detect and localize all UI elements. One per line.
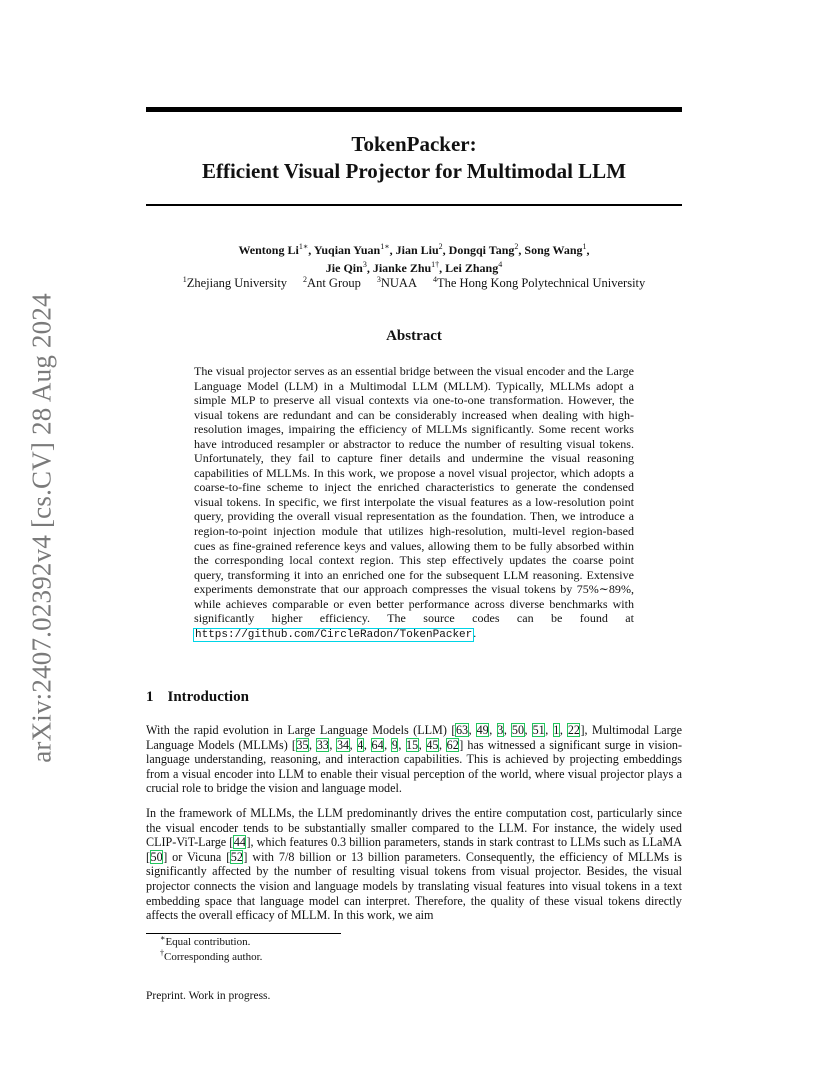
citation-link[interactable]: 52 — [230, 849, 243, 864]
body-text: ], which features 0.3 billion parameters, stands in stark contrast to LLMs such as LLaMA [ — [146, 835, 682, 864]
footnote-rule — [146, 933, 341, 934]
author-name: Wentong Li — [238, 243, 299, 257]
citation-link[interactable]: 50 — [511, 723, 525, 737]
citation-link[interactable]: 1 — [553, 723, 560, 737]
abstract-body — [194, 364, 634, 642]
title-line-2: Efficient Visual Projector for Multimodal LLM — [201, 159, 627, 183]
affiliation-mark: 1∗ — [298, 242, 309, 251]
body-text: ], Multimodal Large Language Models (MLLMs) [ — [146, 723, 682, 752]
body-text: , — [438, 737, 447, 752]
body-text: ] or Vicuna [ — [163, 849, 231, 864]
body-text: , — [398, 737, 406, 752]
affiliation-name: The Hong Kong Polytechnical University — [436, 276, 646, 290]
author-list — [146, 241, 682, 277]
body-text: , — [503, 723, 512, 737]
affiliation-item — [303, 276, 361, 290]
body-text: , — [489, 723, 497, 737]
body-text: , — [309, 737, 317, 752]
citation-link[interactable]: 22 — [567, 723, 580, 737]
footnote-equal-contribution — [160, 935, 250, 949]
affiliation-mark: 3 — [376, 274, 381, 284]
affiliation-name: Zhejiang University — [186, 276, 288, 290]
body-text: , — [468, 723, 477, 737]
section-heading-introduction — [146, 689, 249, 706]
author-name: Yuqian Yuan — [313, 243, 381, 257]
code-url-link[interactable]: https://github.com/CircleRadon/TokenPacker — [195, 628, 473, 641]
affiliation-mark: 1 — [182, 274, 187, 284]
body-text: , — [418, 737, 426, 752]
footnote-text: Corresponding author. — [164, 951, 263, 963]
affiliation-mark: 1† — [431, 260, 440, 269]
abstract-heading: Abstract — [386, 328, 442, 344]
author-name: Lei Zhang — [445, 261, 499, 275]
citation-link[interactable]: 34 — [336, 737, 350, 752]
affiliation-mark: 3 — [362, 260, 367, 269]
affiliation-mark: 4 — [498, 260, 503, 269]
citation-link[interactable]: 51 — [532, 723, 545, 737]
abstract-end: . — [473, 625, 477, 640]
title-rule-bottom — [146, 204, 682, 206]
body-text: ] with 7/8 billion or 13 billion parameters. Consequently, the efficiency of MLLMs is significantly affected by the number of resulting visual tokens from visual projector. Besides, the visual projector connects the vision and language models by translating visual features into visual tokens in a text embedding space that language model can interpret. Therefore, the quality of these visual tokens directly affects the overall efficacy of MLLM. In this work, we aim — [146, 849, 682, 923]
body-text: , — [349, 737, 357, 752]
citation-link[interactable]: 33 — [316, 737, 329, 752]
footnote-corresponding-author — [160, 950, 262, 964]
body-text: , — [329, 737, 337, 752]
citation-link[interactable]: 9 — [391, 737, 398, 752]
section-title: Introduction — [167, 689, 249, 705]
author-name: Jian Liu — [395, 243, 439, 257]
author-name: Song Wang — [524, 243, 583, 257]
citation-link[interactable]: 62 — [446, 737, 459, 752]
citation-link[interactable]: 4 — [357, 737, 364, 752]
author-name: Dongqi Tang — [448, 243, 515, 257]
affiliation-mark: 1 — [582, 242, 587, 251]
affiliation-mark: 2 — [514, 242, 519, 251]
title-rule-top — [146, 107, 682, 112]
author-line-1: Wentong $Li^{1∗}$, Yuqian Yuan$^{1∗}$, Jian Liu$^2$, Dongqi Tang$^2$, Song Wang$^1$, — [238, 242, 590, 257]
affiliation-mark: 2 — [438, 242, 443, 251]
intro-paragraph-2 — [146, 806, 682, 923]
body-text: ] has witnessed a significant surge in vision-language understanding, reasoning, and interaction capabilities. This is achieved by projecting embeddings from a visual encoder into LLM to enable their visual perception of the world, where visual projector plays a crucial role to bridge the vision and language model. — [146, 737, 683, 796]
author-name: Jianke Zhu — [372, 261, 432, 275]
intro-paragraph-1 — [146, 723, 682, 796]
affiliation-mark: 1∗ — [380, 242, 390, 251]
affiliation-item — [377, 276, 417, 290]
author-line-2: Jie Qin$^3$, Jianke Zhu$^{1\dagger}$, Lei Zhang$^4$ — [325, 260, 503, 275]
citation-link[interactable]: 49 — [476, 723, 489, 737]
paper-title — [146, 131, 682, 185]
affiliation-item — [433, 276, 645, 290]
citation-link[interactable]: 44 — [233, 835, 246, 850]
body-text: In the framework of MLLMs, the LLM predominantly drives the entire computation cost, particularly since the visual encoder tends to be substantially smaller compared to the LLM. For instance, the widely used CLIP-ViT-Large [ — [146, 806, 682, 850]
author-name: Jie Qin — [325, 261, 363, 275]
citation-link[interactable]: 35 — [296, 737, 309, 752]
body-text: , — [363, 737, 372, 752]
footnote-mark: ∗ — [160, 933, 166, 943]
affiliation-item — [183, 276, 287, 290]
body-text: With the rapid evolution in Large Language Models (LLM) [ — [146, 723, 456, 737]
section-number: 1 — [146, 689, 154, 705]
affiliations — [146, 275, 682, 291]
body-text: , — [545, 723, 553, 737]
footnote-text: Equal contribution. — [165, 936, 251, 948]
preprint-note: Preprint. Work in progress. — [146, 990, 271, 1002]
arxiv-stamp: arXiv:2407.02392v4 [cs.CV] 28 Aug 2024 — [26, 293, 57, 763]
citation-link[interactable]: 3 — [497, 723, 504, 737]
affiliation-name: NUAA — [380, 276, 417, 290]
citation-link[interactable]: 63 — [455, 723, 469, 737]
affiliation-name: Ant Group — [307, 276, 361, 290]
citation-link[interactable]: 50 — [150, 849, 163, 864]
body-text: , — [524, 723, 533, 737]
citation-link[interactable]: 15 — [406, 737, 419, 752]
abstract-text: The visual projector serves as an essential bridge between the visual encoder and the Large Language Model (LLM) in a Multimodal LLM (MLLM). Typically, MLLMs adopt a simple MLP to preserve all visual contexts via one-to-one transformation. However, the visual tokens are redundant and can be considerably increased when dealing with high-resolution images, impairing the efficiency of MLLMs significantly. Some recent works have introduced resampler or abstractor to reduce the number of resulting visual tokens. Unfortunately, they fail to capture finer details and undermine the visual reasoning capabilities of MLLMs. In this work, we propose a novel visual projector, which adopts a coarse-to-fine scheme to inject the enriched characteristics to generate the condensed visual tokens. In specific, we first interpolate the visual features as a low-resolution point query, providing the overall visual representation as the foundation. Then, we introduce a region-to-point injection module that utilizes high-resolution, multi-level region-based cues as fine-grained reference keys and values, allowing them to be fully absorbed within the corresponding local context region. This step effectively updates the coarse point query, transforming it into an enriched one for the subsequent LLM reasoning. Extensive experiments demonstrate that our approach compresses the visual tokens by 75%∼89%, while achieves comparable or even better performance across diverse benchmarks with significantly higher efficiency. The source codes can be found at — [194, 364, 634, 626]
body-text: , — [559, 723, 568, 737]
citation-link[interactable]: 45 — [426, 737, 439, 752]
body-text: , — [384, 737, 392, 752]
citation-link[interactable]: 64 — [371, 737, 384, 752]
footnote-mark: † — [160, 948, 164, 958]
affiliation-mark: 2 — [303, 274, 308, 284]
affiliation-mark: 4 — [432, 274, 437, 284]
title-line-1: TokenPacker: — [351, 132, 477, 156]
